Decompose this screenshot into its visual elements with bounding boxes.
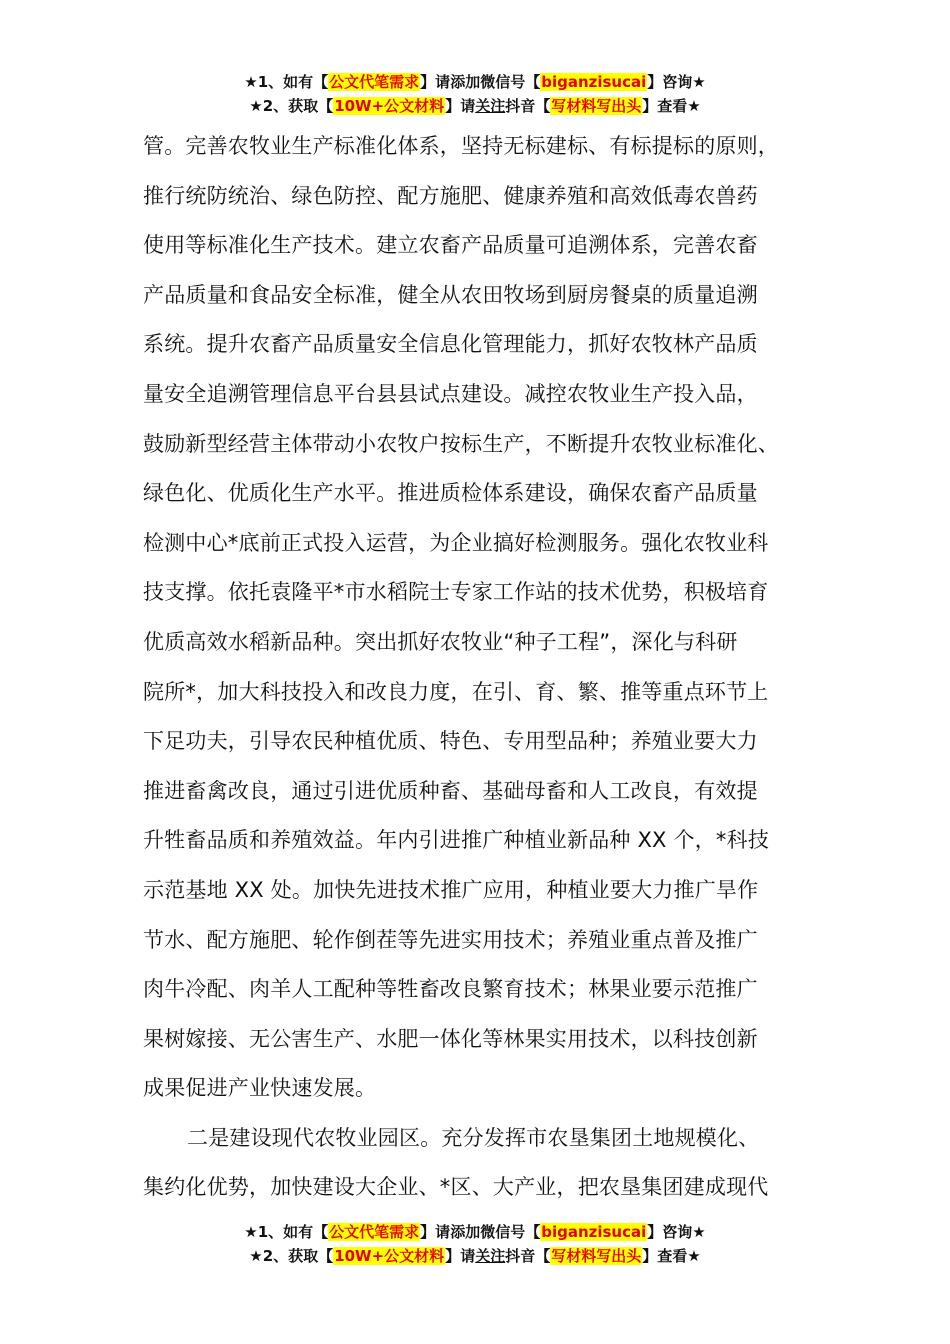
banner-text: 抖音【 <box>505 97 551 115</box>
highlight-text: 公文代笔需求 <box>329 73 420 91</box>
wechat-id: biganzisucai <box>541 73 647 91</box>
text-line: 技支撑。依托袁隆平*市水稻院士专家工作站的技术优势，积极培育 <box>143 580 769 605</box>
text-line: 推进畜禽改良，通过引进优质种畜、基础母畜和人工改良，有效提 <box>143 778 758 803</box>
banner-text: 微信号【 <box>480 1223 541 1241</box>
text-line: 使用等标准化生产技术。建立农畜产品质量可追溯体系，完善农畜 <box>143 233 758 258</box>
wechat-id: biganzisucai <box>541 1223 647 1241</box>
paragraph-start-line: 二是建设现代农牧业园区。充分发挥市农垦集团土地规模化、 <box>187 1125 760 1150</box>
highlight-text: 10W+公文材料 <box>334 97 445 115</box>
banner-text: 微信号【 <box>480 73 541 91</box>
banner-text: 】咨询★ <box>647 73 706 91</box>
highlight-text: 10W+公文材料 <box>334 1247 445 1265</box>
banner-line-2 <box>0 94 950 118</box>
banner-text: 关注 <box>475 1247 506 1265</box>
text-line: 示范基地 XX 处。加快先进技术推广应用，种植业要大力推广旱作 <box>143 877 759 902</box>
banner-text: ★1、如有【 <box>244 1223 329 1241</box>
text-line: 升牲畜品质和养殖效益。年内引进推广种植业新品种 XX 个，*科技 <box>143 828 770 853</box>
text-line: 肉牛冷配、肉羊人工配种等牲畜改良繁育技术；林果业要示范推广 <box>143 977 758 1002</box>
banner-text: 】请 <box>445 1247 476 1265</box>
douyin-account: 写材料写出头 <box>551 97 642 115</box>
document-body <box>143 122 833 1213</box>
banner-text: 】请 <box>445 97 476 115</box>
banner-text: 】咨询★ <box>647 1223 706 1241</box>
banner-text: 添加 <box>450 73 481 91</box>
text-line: 节水、配方施肥、轮作倒茬等先进实用技术；养殖业重点普及推广 <box>143 927 758 952</box>
banner-text: 】请 <box>420 73 451 91</box>
text-line: 集约化优势，加快建设大企业、*区、大产业，把农垦集团建成现代 <box>143 1175 769 1200</box>
text-line: 绿色化、优质化生产水平。推进质检体系建设，确保农畜产品质量 <box>143 481 758 506</box>
header-banner <box>0 70 950 118</box>
banner-text: 】查看★ <box>642 97 701 115</box>
banner-text: ★2、获取【 <box>249 1247 334 1265</box>
banner-text: 关注 <box>475 97 506 115</box>
text-line: 系统。提升农畜产品质量安全信息化管理能力，抓好农牧林产品质 <box>143 332 758 357</box>
banner-text: 】请 <box>420 1223 451 1241</box>
text-line: 院所*，加大科技投入和改良力度，在引、育、繁、推等重点环节上 <box>143 679 769 704</box>
banner-text: 抖音【 <box>505 1247 551 1265</box>
text-line: 优质高效水稻新品种。突出抓好农牧业“种子工程”，深化与科研 <box>143 629 738 654</box>
text-line: 量安全追溯管理信息平台县县试点建设。减控农牧业生产投入品， <box>143 381 758 406</box>
highlight-text: 公文代笔需求 <box>329 1223 420 1241</box>
text-line: 鼓励新型经营主体带动小农牧户按标生产，不断提升农牧业标准化、 <box>143 431 779 456</box>
footer-banner <box>0 1220 950 1268</box>
text-line: 成果促进产业快速发展。 <box>143 1076 377 1101</box>
text-line: 产品质量和食品安全标准，健全从农田牧场到厨房餐桌的质量追溯 <box>143 282 758 307</box>
douyin-account: 写材料写出头 <box>551 1247 642 1265</box>
text-line: 下足功夫，引导农民种植优质、特色、专用型品种；养殖业要大力 <box>143 729 758 754</box>
banner-text: 添加 <box>450 1223 481 1241</box>
banner-text: ★2、获取【 <box>249 97 334 115</box>
banner-line-1 <box>0 70 950 94</box>
banner-line-2 <box>0 1244 950 1268</box>
text-line: 果树嫁接、无公害生产、水肥一体化等林果实用技术，以科技创新 <box>143 1026 758 1051</box>
text-line: 管。完善农牧业生产标准化体系，坚持无标建标、有标提标的原则， <box>143 134 779 158</box>
banner-text: 】查看★ <box>642 1247 701 1265</box>
text-line: 检测中心*底前正式投入运营，为企业搞好检测服务。强化农牧业科 <box>143 530 769 555</box>
text-line: 推行统防统治、绿色防控、配方施肥、健康养殖和高效低毒农兽药 <box>143 183 758 208</box>
banner-text: ★1、如有【 <box>244 73 329 91</box>
banner-line-1 <box>0 1220 950 1244</box>
